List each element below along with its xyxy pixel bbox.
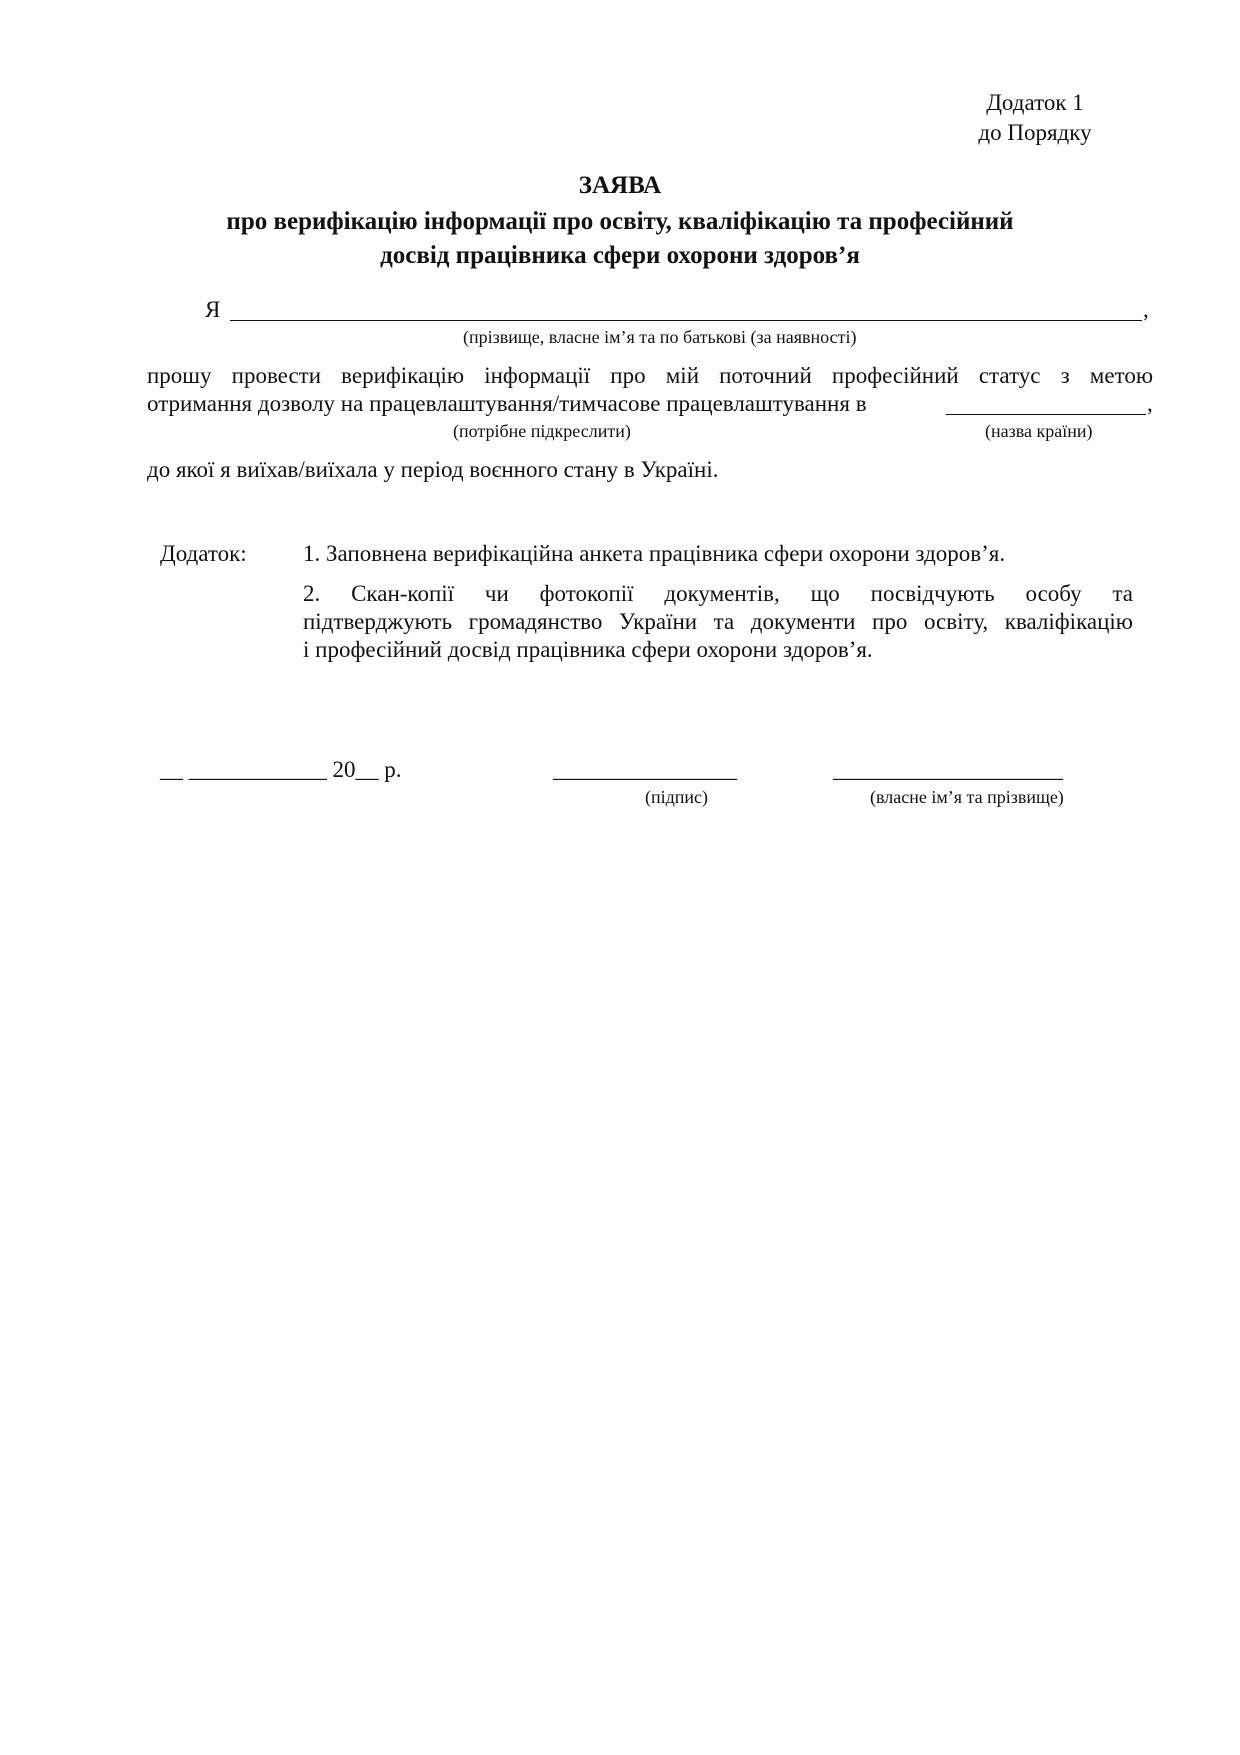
country-hint: (назва країни): [985, 421, 1093, 441]
attachment-item-1: 1. Заповнена верифікаційна анкета працівника сфери охорони здоров’я.: [303, 541, 1006, 566]
applicant-prefix: Я: [205, 297, 221, 322]
document-subtitle-line-1: про верифікацію інформації про освіту, кваліфікацію та професійний: [226, 208, 1014, 235]
attachment-item-2-line-3: і професійний досвід працівника сфери охорони здоров’я.: [303, 637, 873, 662]
country-comma: ,: [1147, 391, 1153, 416]
document-subtitle-line-2: досвід працівника сфери охорони здоров’я: [380, 242, 860, 269]
applicant-name-field[interactable]: [230, 320, 1142, 321]
annex-line-2: до Порядку: [978, 120, 1092, 145]
attachment-item-2: [303, 580, 1133, 664]
country-name-field[interactable]: [946, 414, 1146, 415]
annex-header: [960, 88, 1110, 148]
signature-field[interactable]: ________________: [553, 757, 737, 782]
signature-hint: (підпис): [645, 787, 709, 807]
date-year: 20__ р.: [332, 757, 402, 782]
request-line-3: до якої я виїхав/виїхала у період воєнного стану в Україні.: [147, 457, 719, 482]
attachment-item-2-line-2: підтверджують громадянство України та документи про освіту, кваліфікацію: [303, 609, 1133, 634]
applicant-comma: ,: [1143, 297, 1149, 322]
request-line-2: отримання дозволу на працевлаштування/тимчасове працевлаштування в: [147, 391, 867, 416]
request-line-1: прошу провести верифікацію інформації про мій поточний професійний статус з метою: [147, 363, 1153, 388]
annex-line-1: Додаток 1: [986, 90, 1084, 115]
full-name-hint: (власне ім’я та прізвище): [870, 787, 1064, 807]
date-day: __: [160, 757, 183, 782]
underline-hint: (потрібне підкреслити): [453, 421, 631, 441]
attachment-item-2-line-1: 2. Скан-копії чи фотокопії документів, що посвідчують особу та: [303, 581, 1133, 606]
date-field[interactable]: [160, 756, 402, 784]
full-name-field[interactable]: ____________________: [833, 757, 1063, 782]
date-month: ____________: [188, 757, 327, 782]
applicant-name-hint: (прізвище, власне ім’я та по батькові (за наявності): [463, 327, 857, 347]
document-title: ЗАЯВА: [578, 172, 662, 199]
attachments-label: Додаток:: [160, 541, 247, 566]
